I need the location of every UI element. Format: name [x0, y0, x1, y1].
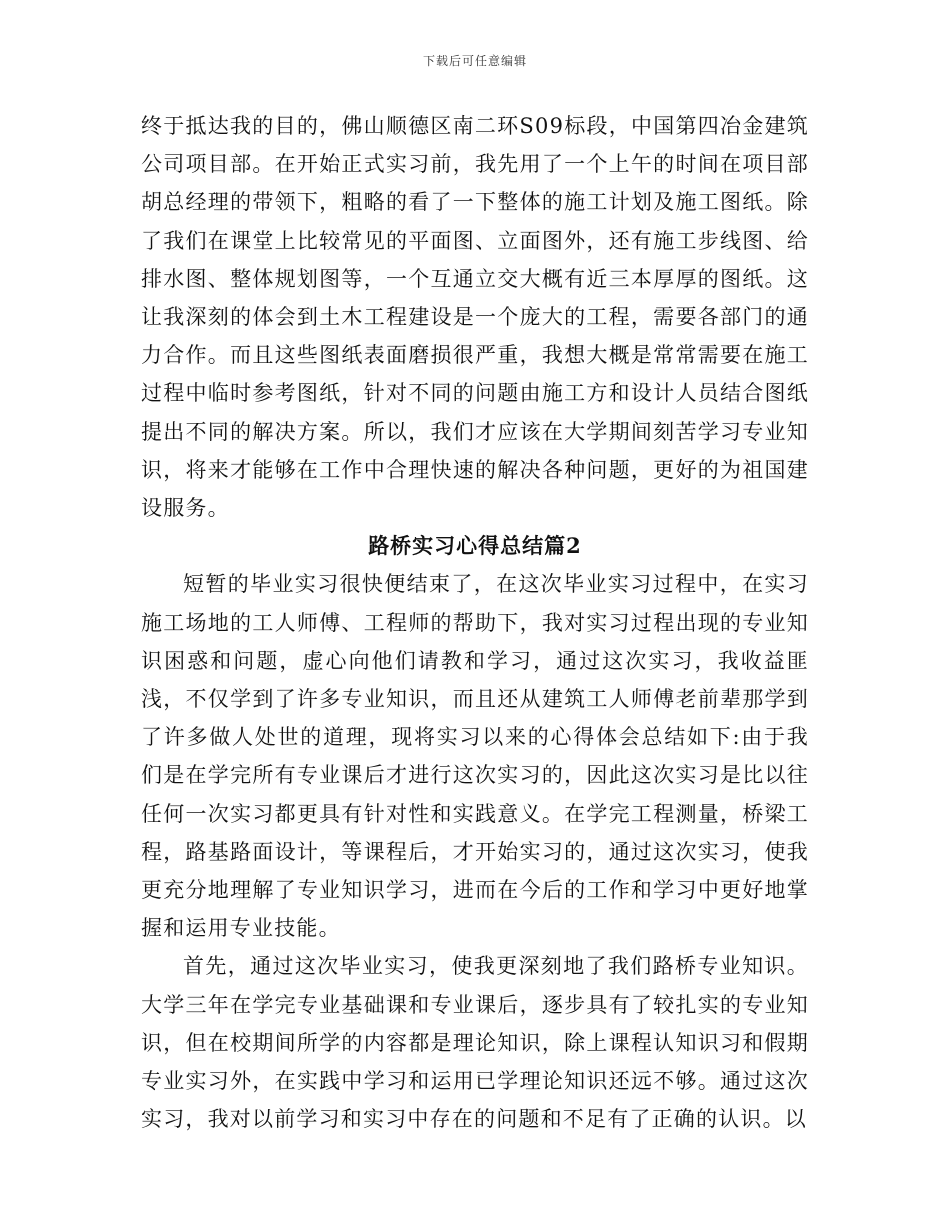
paragraph-intro-continued: 终于抵达我的目的，佛山顺德区南二环S09标段，中国第四冶金建筑公司项目部。在开始正式实习前，我先用了一个上午的时间在项目部胡总经理的带领下，粗略的看了一下整体的施工计划及施工图纸。除了我们在课堂上比较常见的平面图、立面图外，还有施工步线图、给排水图、整体规划图等，一个互通立交大概有近三本厚厚的图纸。这让我深刻的体会到土木工程建设是一个庞大的工程，需要各部门的通力合作。而且这些图纸表面磨损很严重，我想大概是常常需要在施工过程中临时参考图纸，针对不同的问题由施工方和设计人员结合图纸提出不同的解决方案。所以，我们才应该在大学期间刻苦学习专业知识，将来才能够在工作中合理快速的解决各种问题，更好的为祖国建设服务。: [141, 114, 809, 521]
paragraph-internship-summary: 短暂的毕业实习很快便结束了，在这次毕业实习过程中，在实习施工场地的工人师傅、工程师的帮助下，我对实习过程出现的专业知识困惑和问题，虚心向他们请教和学习，通过这次实习，我收益匪浅，不仅学到了许多专业知识，而且还从建筑工人师傅老前辈那学到了许多做人处世的道理，现将实习以来的心得体会总结如下:由于我们是在学完所有专业课后才进行这次实习的，因此这次实习是比以往任何一次实习都更具有针对性和实践意义。在学完工程测量，桥梁工程，路基路面设计，等课程后，才开始实习的，通过这次实习，使我更充分地理解了专业知识学习，进而在今后的工作和学习中更好地掌握和运用专业技能。: [141, 572, 809, 941]
page-header: 下载后可任意编辑: [422, 54, 527, 68]
section-title: 路桥实习心得总结篇2: [368, 533, 582, 559]
paragraph-first-point: 首先，通过这次毕业实习，使我更深刻地了我们路桥专业知识。大学三年在学完专业基础课和专业课后，逐步具有了较扎实的专业知识，但在校期间所学的内容都是理论知识，除上课程认知识习和假期专业实习外，在实践中学习和运用已学理论知识还远不够。通过这次实习，我对以前学习和实习中存在的问题和不足有了正确的认识。以: [141, 954, 809, 1132]
document-body: [141, 107, 809, 1138]
